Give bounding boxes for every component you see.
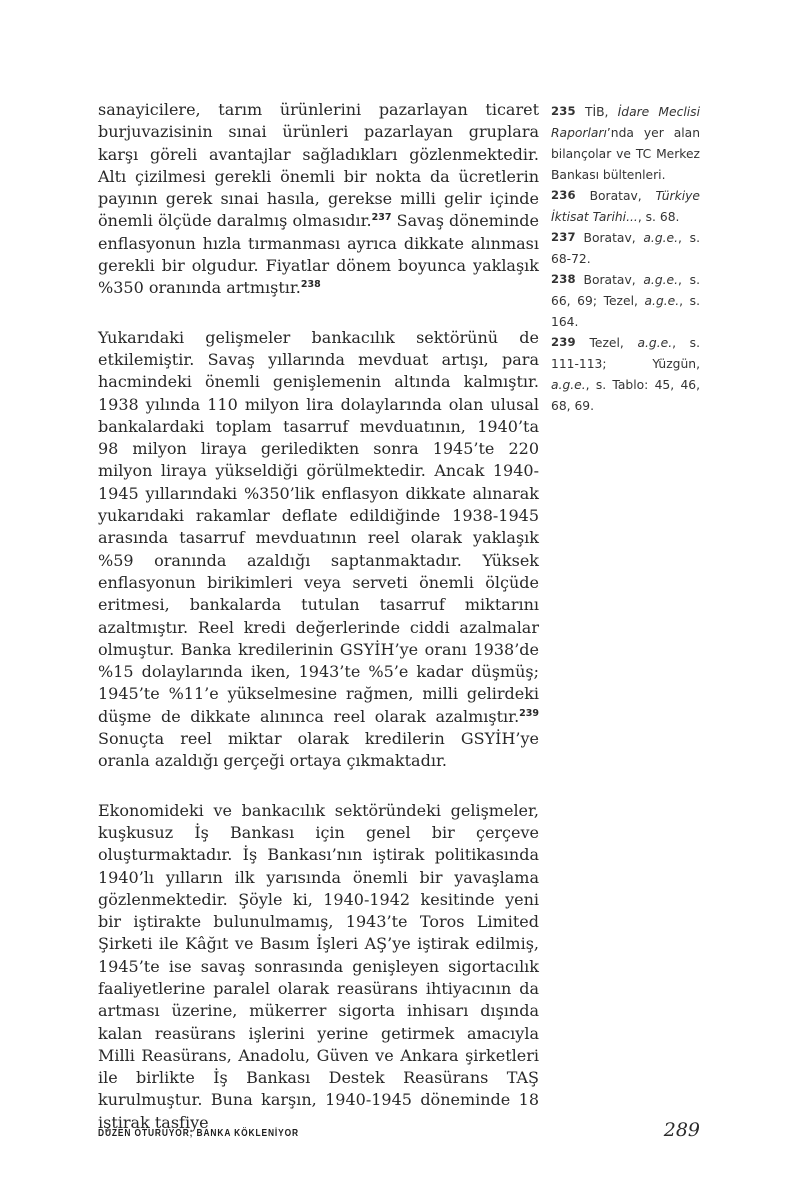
body-paragraph-1 [98, 99, 539, 300]
body-paragraph-2 [98, 327, 539, 773]
italic-text: a.g.e. [637, 336, 673, 350]
text-run: TİB, [584, 105, 618, 119]
margin-note-235 [551, 102, 700, 186]
text-run: , s. 68. [637, 210, 680, 224]
footnote-number: 235 [551, 103, 576, 118]
margin-note-238 [551, 270, 700, 333]
body-column [98, 99, 539, 1134]
text-run: Ekonomideki ve bankacılık sektöründeki gelişmeler, kuşkusuz İş Bankası için genel bir çerçeve oluşturmaktadır. İş Bankası’nın iştirak politikasında 1940’lı yılların ilk yarısında önemli bir yavaşlama gözlenmektedir. Şöyle ki, 1940-1942 kesitinde yeni bir iştirakte bulunulmamış, 1943’te Toros Limited Şirketi ile Kâğıt ve Basım İşleri AŞ’ye iştirak edilmiş, 1945’te ise savaş sonrasında genişleyen sigortacılık faaliyetlerine paralel olarak reasürans ihtiyacının da artması üzerine, mükerrer sigorta inhisarı dışında kalan reasürans işlerini yerine getirmek amacıyla Milli Reasürans, Anadolu, Güven ve Ankara şirketleri ile birlikte İş Bankası Destek Reasürans TAŞ kurulmuştur. Buna karşın, 1940-1945 döneminde 18 iştirak tasfiye [98, 800, 539, 1132]
text-run: Boratav, [583, 231, 644, 245]
running-title: DÜZEN OTURUYOR; BANKA KÖKLENİYOR [98, 1127, 299, 1139]
text-run: Tezel, [589, 336, 638, 350]
text-run: Sonuçta reel miktar olarak kredilerin GSYİH’ye oranla azaldığı gerçeği ortaya çıkmaktadır. [98, 729, 539, 771]
margin-note-237 [551, 228, 700, 270]
margin-notes-column [551, 102, 700, 417]
footnote-reference: 237 [371, 212, 392, 224]
footnote-number: 236 [551, 187, 576, 202]
italic-text: a.g.e. [643, 231, 679, 245]
footnote-number: 239 [551, 334, 576, 349]
margin-note-239 [551, 333, 700, 417]
italic-text: Türkiye İktisat Tarihi... [551, 189, 700, 224]
page-footer [98, 1119, 700, 1141]
text-run: , s. 68-72. [551, 231, 700, 266]
text-run: Boratav, [589, 189, 656, 203]
footnote-number: 238 [551, 271, 576, 286]
text-run: , s. 111-113; Yüzgün, [551, 336, 700, 371]
text-run: Boratav, [583, 273, 644, 287]
margin-note-236 [551, 186, 700, 228]
page-number: 289 [663, 1119, 700, 1141]
footnote-number: 237 [551, 229, 576, 244]
text-run: , s. 66, 69; Tezel, [551, 273, 700, 308]
text-run: Savaş döneminde enflasyonun hızla tırmanması ayrıca dikkate alınması gerekli bir olgudur. Fiyatlar dönem boyunca yaklaşık %350 oranında artmıştır. [98, 211, 539, 298]
footnote-reference: 239 [519, 707, 539, 719]
text-run: ’nda yer alan bilançolar ve TC Merkez Bankası bültenleri. [551, 126, 700, 182]
italic-text: a.g.e. [644, 294, 680, 308]
italic-text: a.g.e. [643, 273, 679, 287]
italic-text: a.g.e. [551, 378, 586, 392]
footnote-reference: 238 [300, 279, 321, 291]
text-run: sanayicilere, tarım ürünlerini pazarlayan ticaret burjuvazisinin sınai ürünleri pazarlayan gruplara karşı göreli avantajlar sağladıkları gözlenmektedir. Altı çizilmesi gerekli önemli bir nokta da ücretlerin payının gerek sınai hasıla, gerekse milli gelir içinde önemli ölçüde daralmış olmasıdır. [98, 100, 539, 231]
body-paragraph-3 [98, 800, 539, 1134]
text-run: Yukarıdaki gelişmeler bankacılık sektörünü de etkilemiştir. Savaş yıllarında mevduat artışı, para hacmindeki önemli genişlemenin altında kalmıştır. 1938 yılında 110 milyon lira dolaylarında olan ulusal bankalardaki toplam tasarruf mevduatının, 1940’ta 98 milyon liraya geriledikten sonra 1945’te 220 milyon liraya yükseldiği görülmektedir. Ancak 1940-1945 yıllarındaki %350’lik enflasyon dikkate alınarak yukarıdaki rakamlar deflate edildiğinde 1938-1945 arasında tasarruf mevduatının reel olarak yaklaşık %59 oranında azaldığı saptanmaktadır. Yüksek enflasyonun birikimleri veya serveti önemli ölçüde eritmesi, bankalarda tutulan tasarruf miktarını azaltmıştır. Reel kredi değerlerinde ciddi azalmalar olmuştur. Banka kredilerinin GSYİH’ye oranı 1938’de %15 dolaylarında iken, 1943’te %5’e kadar düşmüş; 1945’te %11’e yükselmesine rağmen, milli gelirdeki düşme de dikkate alınınca reel olarak azalmıştır. [98, 327, 539, 726]
text-run: , s. Tablo: 45, 46, 68, 69. [551, 378, 700, 413]
italic-text: İdare Meclisi Raporları [551, 105, 700, 140]
text-run: , s. 164. [551, 294, 700, 329]
